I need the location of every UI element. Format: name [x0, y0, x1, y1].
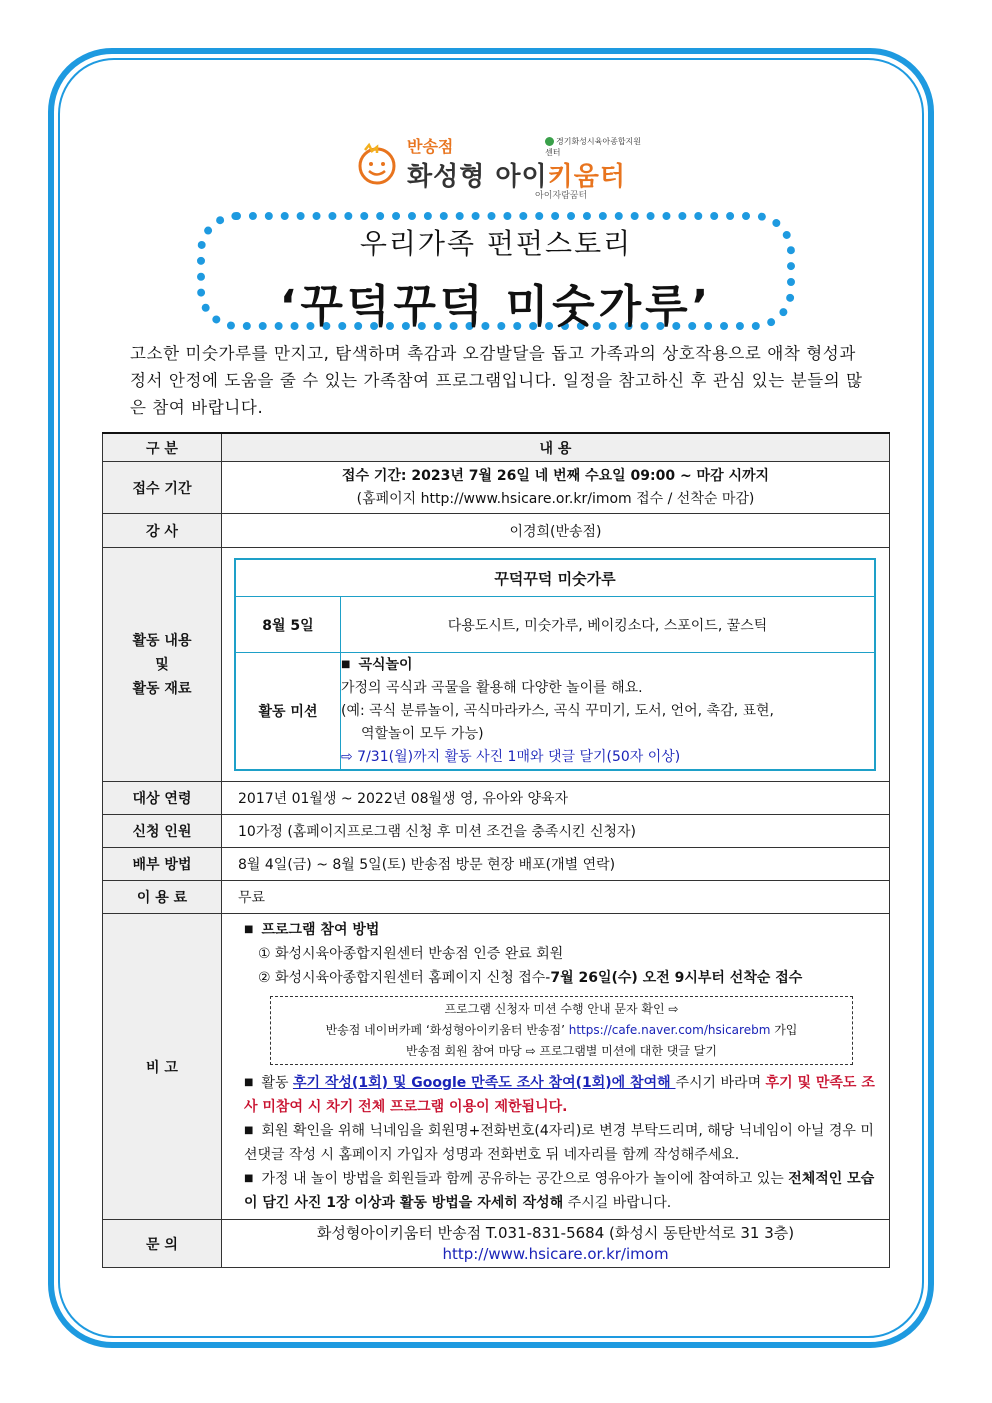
table-row — [103, 848, 890, 881]
logo-branch: 반송점 — [407, 137, 454, 156]
table-header-row — [103, 433, 890, 462]
guide-line3: 반송점 회원 참여 마당 ⇨ 프로그램별 미션에 대한 댓글 달기 — [405, 1044, 717, 1058]
activity-materials: 다용도시트, 미숫가루, 베이킹소다, 스포이드, 꿀스틱 — [341, 597, 876, 653]
notes-item1: ① 화성시육아종합지원센터 반송점 인증 완료 회원 — [258, 946, 564, 962]
dist-label: 배부 방법 — [103, 848, 222, 881]
count-label: 신청 인원 — [103, 815, 222, 848]
count-value: 10가정 (홈페이지프로그램 신청 후 미션 조건을 충족시킨 신청자) — [222, 815, 890, 848]
table-row — [103, 914, 890, 1220]
instructor-value: 이경희(반송점) — [222, 514, 890, 548]
mission-label: 활동 미션 — [235, 653, 341, 771]
page-subtitle: 우리가족 펀펀스토리 — [359, 227, 633, 260]
info-table — [102, 432, 890, 1268]
square-bullet-icon: ■ — [341, 659, 351, 670]
table-row — [103, 1220, 890, 1268]
logo-sub: 아이자람꿈터 — [535, 191, 588, 201]
reception-line1: 접수 기간: 2023년 7월 26일 네 번째 수요일 09:00 ~ 마감 시까지 — [341, 467, 770, 484]
intro-text: 고소한 미숫가루를 만지고, 탐색하며 촉감과 오감발달을 돕고 가족과의 상호작용으로 애착 형성과 정서 안정에 도움을 줄 수 있는 가족참여 프로그램입니다. 일정을 참고하신 후 관심 있는 분들의 많은 참여 바랍니다. — [130, 344, 863, 417]
logo — [355, 128, 645, 208]
notes-p2: ■ 회원 확인을 위해 닉네임을 회원명+전화번호(4자리)로 변경 부탁드리며, 해당 닉네임이 아닐 경우 미션댓글 작성 시 홈페이지 가입자 성명과 전화번호 뒤 네자리를 함께 작성해주세요. — [244, 1123, 874, 1163]
dist-value: 8월 4일(금) ~ 8월 5일(토) 반송점 방문 현장 배포(개별 연락) — [222, 848, 890, 881]
fee-label: 이 용 료 — [103, 881, 222, 914]
reception-line2: (홈페이지 http://www.hsicare.or.kr/imom 접수 / 선착순 마감) — [356, 490, 755, 507]
age-value: 2017년 01월생 ~ 2022년 08월생 영, 유아와 양육자 — [222, 782, 890, 815]
header-col2: 내 용 — [222, 433, 890, 462]
mission-line2: (예: 곡식 분류놀이, 곡식마라카스, 곡식 꾸미기, 도서, 언어, 촉감, 표현, — [341, 703, 775, 719]
mission-line3: 역할놀이 모두 가능) — [361, 726, 484, 742]
sun-face-icon — [355, 142, 399, 186]
table-row — [103, 462, 890, 514]
square-bullet-icon: ■ — [244, 1077, 254, 1088]
notes-p3: ■ 가정 내 놀이 방법을 회원들과 함께 공유하는 공간으로 영유아가 놀이에 참여하고 있는 전체적인 모습이 담긴 사진 1장 이상과 활동 방법을 자세히 작성해 주시길 바랍니다. — [244, 1171, 875, 1211]
contact-label: 문 의 — [103, 1220, 222, 1268]
activity-label-3: 활동 재료 — [132, 680, 192, 697]
activity-date: 8월 5일 — [235, 597, 341, 653]
fee-value: 무료 — [222, 881, 890, 914]
guide-line1: 프로그램 신청자 미션 수행 안내 문자 확인 ⇨ — [444, 1002, 679, 1016]
mission-head: ■ 곡식놀이 — [341, 657, 413, 673]
square-bullet-icon: ■ — [244, 1125, 254, 1136]
page-title: ‘꾸덕꾸덕 미숫가루’ — [279, 281, 713, 332]
activity-title: 꾸덕꾸덕 미숫가루 — [235, 559, 875, 597]
mission-guide-box — [270, 996, 853, 1065]
table-row — [103, 548, 890, 782]
activity-label-2: 및 — [155, 656, 169, 673]
logo-org: 경기화성시육아종합지원센터 — [545, 137, 642, 157]
logo-main: 화성형 아이키움터 — [407, 162, 626, 192]
activity-inner-table — [234, 558, 876, 771]
instructor-label: 강 사 — [103, 514, 222, 548]
guide-line2: 반송점 네이버카페 ‘화성형아이키움터 반송점’ https://cafe.naver.com/hsicarebm 가입 — [325, 1023, 798, 1037]
activity-label-1: 활동 내용 — [132, 632, 192, 649]
org-dot-icon — [545, 137, 554, 146]
table-row — [103, 782, 890, 815]
cafe-link[interactable]: https://cafe.naver.com/hsicarebm — [568, 1023, 771, 1037]
square-bullet-icon: ■ — [244, 1173, 254, 1184]
age-label: 대상 연령 — [103, 782, 222, 815]
notes-label: 비 고 — [103, 914, 222, 1220]
reception-label: 접수 기간 — [103, 462, 222, 514]
header-col1: 구 분 — [103, 433, 222, 462]
homepage-link[interactable]: http://www.hsicare.or.kr/imom — [442, 1244, 669, 1263]
notes-head: ■ 프로그램 참여 방법 — [244, 922, 380, 938]
table-row — [103, 815, 890, 848]
square-bullet-icon: ■ — [244, 924, 254, 935]
mission-line4: ⇨ 7/31(월)까지 활동 사진 1매와 댓글 달기(50자 이상) — [341, 749, 681, 765]
notes-item2: ② 화성시육아종합지원센터 홈페이지 신청 접수-7월 26일(수) 오전 9시부터 선착순 접수 — [258, 970, 803, 986]
table-row — [103, 881, 890, 914]
contact-line1: 화성형아이키움터 반송점 T.031-831-5684 (화성시 동탄반석로 31 3층) — [316, 1223, 795, 1242]
table-row — [103, 514, 890, 548]
mission-line1: 가정의 곡식과 곡물을 활용해 다양한 놀이를 해요. — [341, 680, 643, 696]
notes-p1: ■ 활동 후기 작성(1회) 및 Google 만족도 조사 참여(1회)에 참여해 주시기 바라며 후기 및 만족도 조사 미참여 시 차기 전체 프로그램 이용이 제한됩니다. — [244, 1075, 875, 1115]
